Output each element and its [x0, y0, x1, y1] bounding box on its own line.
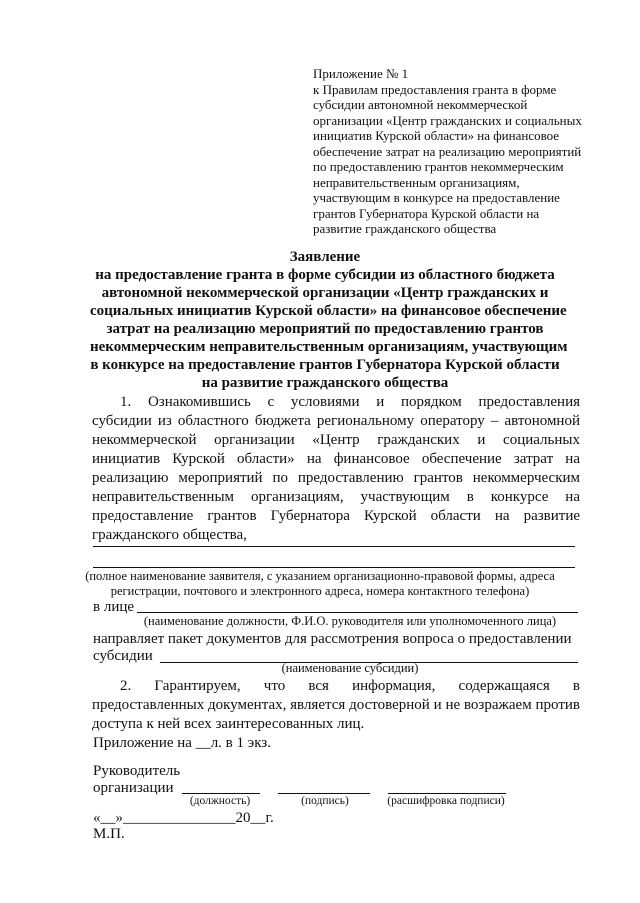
title-line: автономной некоммерческой организации «Центр гражданских и — [101, 285, 549, 301]
appendix-line: организации «Центр гражданских и социальных — [313, 112, 582, 128]
appendix-line: участвующим в конкурсе на предоставление — [313, 190, 560, 205]
paragraph-line: неправительственным организациям, участвующим в конкурсе на — [92, 489, 580, 505]
head-label-1: Руководитель — [93, 763, 181, 779]
paragraph-line: гражданского общества, — [92, 527, 247, 543]
title-line: некоммерческим неправительственным организациям, участвующим — [90, 339, 568, 355]
decode-caption: (расшифровка подписи) — [387, 795, 505, 807]
date-line[interactable]: «__»_______________20__г. — [93, 810, 274, 826]
paragraph-line: субсидии из областного бюджета региональному оператору – автономной — [92, 413, 580, 429]
representative-caption: (наименование должности, Ф.И.О. руководителя или уполномоченного лица) — [143, 614, 557, 628]
appendix-line: к Правилам предоставления гранта в форме — [313, 81, 557, 97]
appendix-line: развитие гражданского общества — [313, 221, 497, 236]
paragraph-line: доступа к ней всех заинтересованных лиц. — [92, 716, 365, 732]
title-line: на предоставление гранта в форме субсидии из областного бюджета — [95, 267, 555, 283]
stamp-label: М.П. — [93, 826, 125, 842]
subsidy-label: субсидии — [93, 648, 153, 664]
appendix-line: Приложение № 1 — [313, 66, 409, 81]
applicant-name-line-1[interactable] — [93, 546, 575, 547]
appendix-line: по предоставлению грантов некоммерческим — [313, 159, 564, 174]
representative-label: в лице — [93, 599, 135, 615]
appendix-block — [313, 66, 613, 237]
paragraph-line: реализацию мероприятий по предоставлению грантов некоммерческим — [92, 470, 580, 486]
appendix-line: субсидии автономной некоммерческой — [313, 97, 528, 112]
appendix-line: неправительственным организациям, — [313, 174, 520, 190]
appendix-line: грантов Губернатора Курской области на — [313, 205, 540, 221]
paragraph-line: 1. Ознакомившись с условиями и порядком предоставления — [120, 394, 580, 410]
applicant-caption-1: (полное наименование заявителя, с указанием организационно-правовой формы, адреса — [85, 569, 555, 583]
title-line: на развитие гражданского общества — [201, 375, 449, 391]
signature-caption: (подпись) — [301, 795, 349, 807]
representative-field-line[interactable] — [137, 612, 578, 613]
position-caption: (должность) — [189, 795, 251, 807]
paragraph-line: инициатив Курской области» на финансовое обеспечение затрат на — [92, 451, 580, 467]
paragraph-1 — [92, 393, 580, 545]
paragraph-line: некоммерческой организации «Центр гражданских и социальных — [92, 432, 580, 448]
appendix-line: инициатив Курской области» на финансовое — [313, 128, 560, 143]
applicant-caption-2: регистрации, почтового и электронного адреса, номера контактного телефона) — [110, 584, 530, 598]
applicant-name-line-2[interactable] — [93, 567, 575, 568]
title-line: социальных инициатив Курской области» на финансовое обеспечение — [90, 303, 567, 319]
title-heading: Заявление — [289, 249, 361, 265]
document-title — [90, 248, 568, 392]
paragraph-line: предоставленных документах, является достоверной и не возражаем против — [92, 697, 580, 713]
paragraph-line: 2. Гарантируем, что вся информация, содержащаяся в — [120, 678, 580, 694]
attachment-line: Приложение на __л. в 1 экз. — [93, 735, 271, 751]
subsidy-caption: (наименование субсидии) — [281, 661, 419, 675]
title-line: затрат на реализацию мероприятий по предоставлению грантов — [106, 321, 544, 337]
title-line: в конкурсе на предоставление грантов Губернатора Курской области — [90, 357, 560, 373]
paragraph-2 — [92, 677, 580, 734]
sends-text: направляет пакет документов для рассмотрения вопроса о предоставлении — [93, 631, 572, 647]
paragraph-line: предоставление грантов Губернатора Курской области на развитие — [92, 508, 580, 524]
appendix-line: обеспечение затрат на реализацию мероприятий — [313, 143, 582, 159]
head-label-2: организации — [93, 780, 174, 796]
